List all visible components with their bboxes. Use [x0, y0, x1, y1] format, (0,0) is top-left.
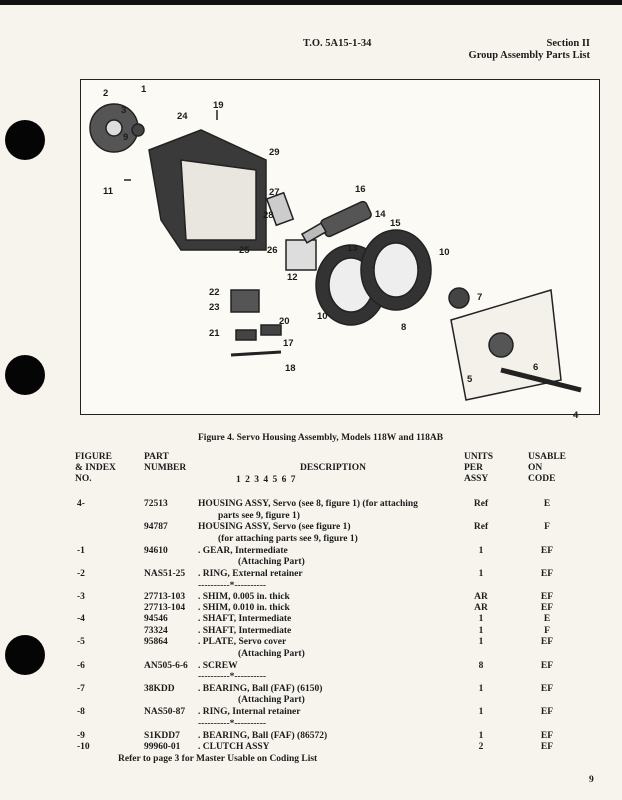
figure-index: -6	[77, 661, 85, 671]
coding-list-note: Refer to page 3 for Master Usable on Coding List	[118, 754, 318, 764]
description-text: (for attaching parts see 9, figure 1)	[218, 534, 358, 544]
description-text: ----------*----------	[198, 672, 267, 682]
figure-index: -3	[77, 592, 85, 602]
usable-on-code: EF	[540, 661, 554, 671]
part-number: 94546	[144, 614, 168, 624]
table-row	[0, 671, 622, 683]
section-title: Group Assembly Parts List	[468, 50, 590, 61]
part-number: 95864	[144, 637, 168, 647]
callout-label: 21	[209, 328, 220, 339]
col-header-description: DESCRIPTION	[300, 463, 366, 473]
col-header-figure: FIGURE & INDEX NO.	[75, 452, 116, 484]
callout-label: 27	[269, 187, 280, 198]
units-per-assy: 2	[478, 742, 484, 752]
section-label: Section II	[546, 38, 590, 49]
description	[198, 741, 460, 753]
description	[198, 706, 460, 718]
usable-on-code: EF	[540, 592, 554, 602]
callout-label: 14	[375, 209, 386, 220]
col-header-part: PART NUMBER	[144, 452, 187, 473]
description	[198, 648, 500, 660]
description-text: parts see 9, figure 1)	[218, 511, 300, 521]
description	[198, 498, 460, 510]
units-per-assy: 8	[478, 661, 484, 671]
callout-label: 16	[355, 184, 366, 195]
col-header-usable: USABLE ON CODE	[528, 452, 567, 484]
callout-label: 26	[267, 245, 278, 256]
description-text: (Attaching Part)	[238, 557, 305, 567]
description-text: . CLUTCH ASSY	[198, 742, 270, 752]
callout-label: 25	[239, 245, 250, 256]
exploded-view-figure	[80, 79, 600, 421]
usable-on-code: F	[544, 626, 550, 636]
description	[198, 556, 500, 568]
units-per-assy: 1	[478, 626, 484, 636]
usable-on-code: E	[543, 499, 551, 509]
table-row	[0, 741, 622, 753]
callout-label: 12	[287, 272, 298, 283]
callout-label: 24	[177, 111, 188, 122]
usable-on-code: EF	[540, 731, 554, 741]
doc-number: T.O. 5A15-1-34	[303, 38, 372, 49]
description-text: . PLATE, Servo cover	[198, 637, 287, 647]
table-row	[0, 718, 622, 730]
part-number: 94787	[144, 522, 168, 532]
units-per-assy: 1	[478, 546, 484, 556]
usable-on-code: EF	[540, 707, 554, 717]
callout-label: 9	[123, 132, 129, 143]
figure-caption: Figure 4. Servo Housing Assembly, Models 118W and 118AB	[198, 433, 444, 443]
usable-on-code: EF	[540, 546, 554, 556]
callout-label: 19	[213, 100, 224, 111]
units-per-assy: 1	[478, 614, 484, 624]
description-text: (Attaching Part)	[238, 695, 305, 705]
table-row	[0, 636, 622, 648]
part-number: 27713-104	[144, 603, 186, 613]
description	[198, 568, 460, 580]
description-text: (Attaching Part)	[238, 649, 305, 659]
table-row	[0, 533, 622, 545]
description	[198, 694, 500, 706]
callout-label: 3	[121, 105, 127, 116]
callout-label: 5	[467, 374, 473, 385]
callout-label: 28	[263, 210, 274, 221]
callout-label: 10	[317, 311, 328, 322]
table-row	[0, 568, 622, 580]
col-header-units: UNITS PER ASSY	[464, 452, 494, 484]
part-number: 72513	[144, 499, 168, 509]
scan-edge	[0, 0, 622, 5]
callout-label: 22	[209, 287, 220, 298]
description	[198, 533, 480, 545]
usable-on-code: EF	[540, 637, 554, 647]
usable-on-code: EF	[540, 742, 554, 752]
callout-label: 15	[390, 218, 401, 229]
table-row	[0, 706, 622, 718]
description	[198, 613, 460, 625]
table-row	[0, 498, 622, 510]
part-number: AN505-6-6	[144, 661, 188, 671]
punch-hole	[5, 120, 45, 160]
table-row	[0, 613, 622, 625]
page-number: 9	[589, 775, 594, 785]
usable-on-code: F	[544, 522, 550, 532]
part-number: 38KDD	[144, 684, 175, 694]
figure-index: -9	[77, 731, 85, 741]
table-row	[0, 556, 622, 568]
units-per-assy: 1	[478, 731, 484, 741]
figure-index: -2	[77, 569, 85, 579]
callout-label: 11	[103, 186, 114, 197]
part-number: 99960-01	[144, 742, 181, 752]
description	[198, 718, 460, 730]
callout-label: 7	[477, 292, 483, 303]
part-number: 27713-103	[144, 592, 186, 602]
part-number: 73324	[144, 626, 168, 636]
part-number: S1KDD7	[144, 731, 180, 741]
table-row	[0, 694, 622, 706]
figure-index: -10	[77, 742, 90, 752]
units-per-assy: Ref	[473, 522, 489, 532]
description-text: . SHIM, 0.005 in. thick	[198, 592, 290, 602]
part-number: NAS50-87	[144, 707, 186, 717]
exploded-drawing	[81, 80, 599, 414]
callout-label: 29	[269, 147, 280, 158]
description-text: HOUSING ASSY, Servo (see 8, figure 1) (for attaching	[198, 499, 418, 509]
description-text: . GEAR, Intermediate	[198, 546, 288, 556]
description-text: . SHAFT, Intermediate	[198, 614, 292, 624]
description-text: . SCREW	[198, 661, 238, 671]
description-text: . SHIM, 0.010 in. thick	[198, 603, 290, 613]
callout-label: 1	[141, 84, 147, 95]
usable-on-code: E	[543, 614, 551, 624]
usable-on-code: EF	[540, 684, 554, 694]
punch-hole	[5, 355, 45, 395]
description	[198, 636, 460, 648]
usable-on-code: EF	[540, 603, 554, 613]
units-per-assy: Ref	[473, 499, 489, 509]
units-per-assy: AR	[474, 592, 488, 602]
usable-on-code: EF	[540, 569, 554, 579]
description	[198, 671, 460, 683]
callout-label: 23	[209, 302, 220, 313]
units-per-assy: 1	[478, 684, 484, 694]
table-row	[0, 521, 622, 533]
units-per-assy: 1	[478, 569, 484, 579]
figure-index: -5	[77, 637, 85, 647]
callout-label: 10	[439, 247, 450, 258]
figure-index: -8	[77, 707, 85, 717]
description-text: . SHAFT, Intermediate	[198, 626, 292, 636]
callout-label: 17	[283, 338, 294, 349]
part-number: 94610	[144, 546, 168, 556]
figure-index: 4-	[77, 499, 85, 509]
callout-label: 20	[279, 316, 290, 327]
units-per-assy: AR	[474, 603, 488, 613]
description-text: ----------*----------	[198, 581, 267, 591]
callout-label: 6	[533, 362, 539, 373]
description	[198, 521, 460, 533]
figure-index: -7	[77, 684, 85, 694]
table-row	[0, 648, 622, 660]
units-per-assy: 1	[478, 637, 484, 647]
units-per-assy: 1	[478, 707, 484, 717]
description-text: HOUSING ASSY, Servo (see figure 1)	[198, 522, 351, 532]
callout-label: 4	[573, 410, 579, 421]
description-text: . BEARING, Ball (FAF) (86572)	[198, 731, 328, 741]
figure-index: -1	[77, 546, 85, 556]
figure-index: -4	[77, 614, 85, 624]
description-text: . RING, External retainer	[198, 569, 303, 579]
callout-label: 2	[103, 88, 109, 99]
description-text: ----------*----------	[198, 719, 267, 729]
callout-label: 18	[285, 363, 296, 374]
part-number: NAS51-25	[144, 569, 186, 579]
indent-levels: 1 2 3 4 5 6 7	[236, 475, 297, 485]
callout-label: 8	[401, 322, 407, 333]
description-text: . RING, Internal retainer	[198, 707, 301, 717]
callout-label: 13	[347, 243, 358, 254]
description-text: . BEARING, Ball (FAF) (6150)	[198, 684, 323, 694]
